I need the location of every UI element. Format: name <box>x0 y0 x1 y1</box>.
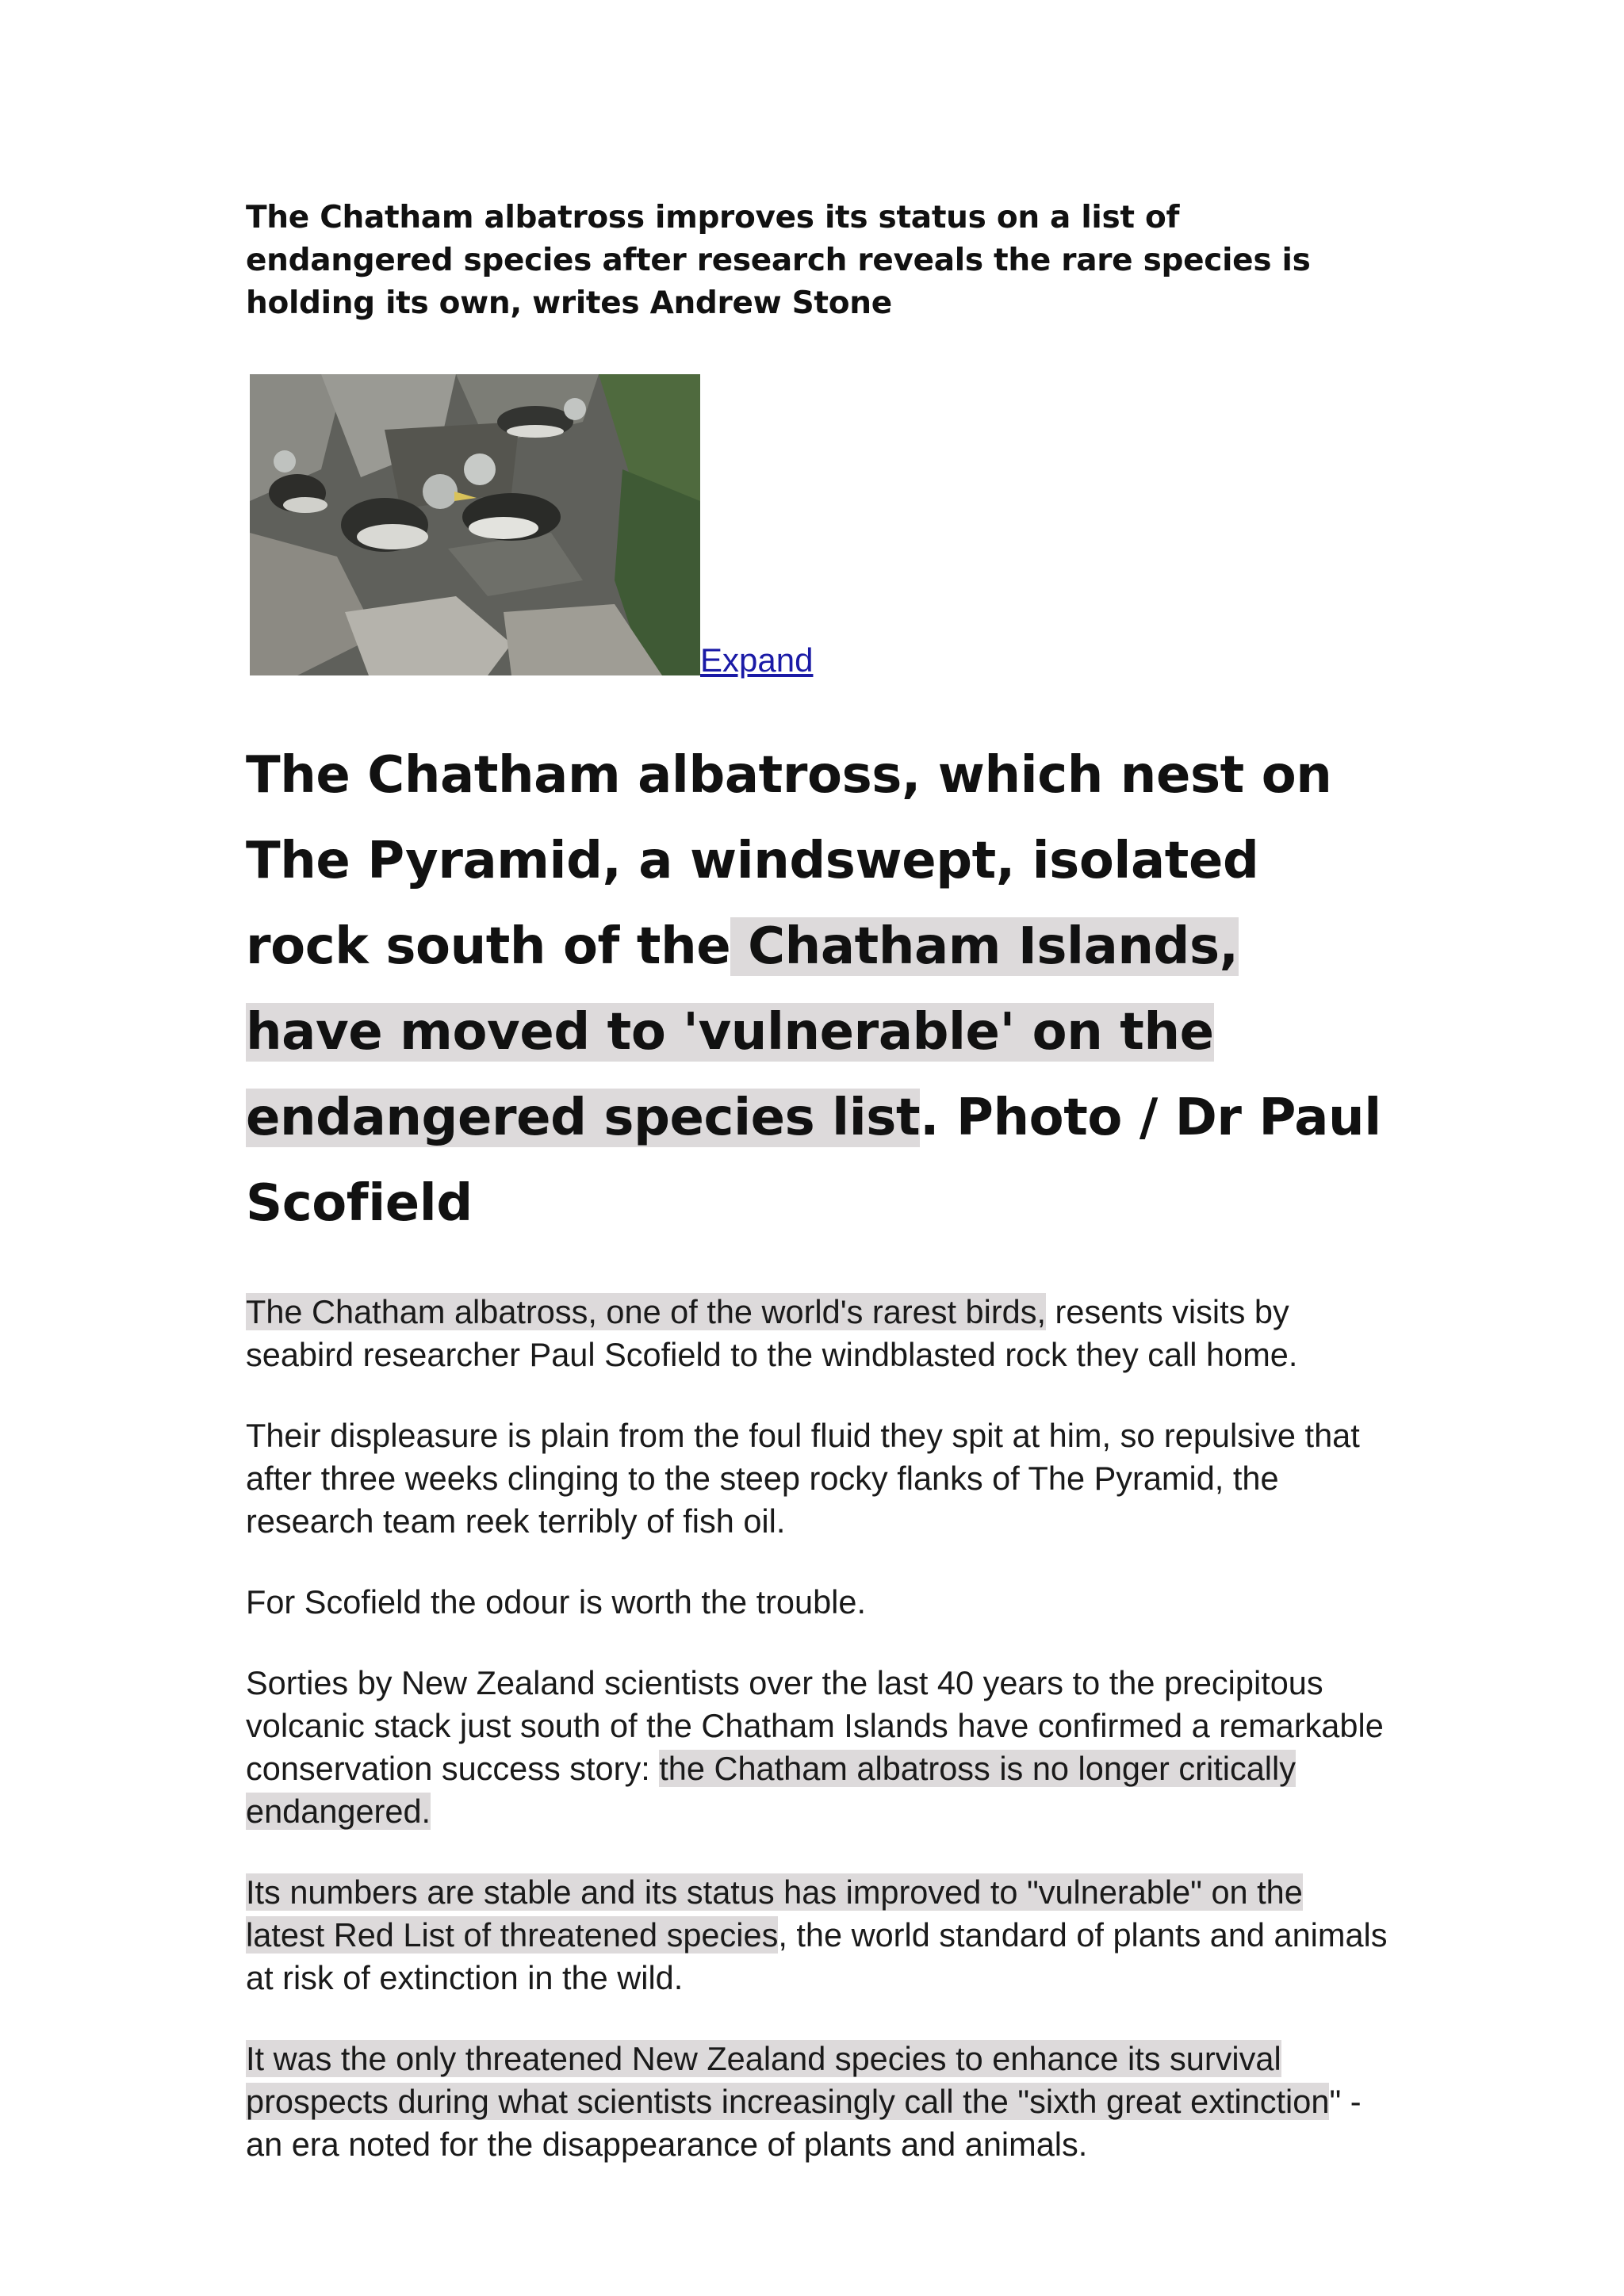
paragraph-1-text: resents visits by seabird researcher Paul Scofield to the windblasted rock they call home. <box>246 1293 1298 1373</box>
paragraph-5-text: , the world standard of plants and animals at risk of extinction in the wild. <box>246 1916 1388 1996</box>
article-body <box>246 1291 1388 2166</box>
albatross-photo[interactable] <box>250 374 700 675</box>
paragraph-1-highlight: The Chatham albatross, one of the world's rarest birds, <box>246 1293 1047 1330</box>
caption-highlight: Chatham Islands, have moved to 'vulnerable' on the endangered species list <box>246 917 1239 1147</box>
paragraph-3: For Scofield the odour is worth the trouble. <box>246 1583 866 1621</box>
paragraph-5-highlight: Its numbers are stable and its status has improved to "vulnerable" on the latest Red List of threatened species <box>246 1873 1303 1954</box>
article-intro: The Chatham albatross improves its status on a list of endangered species after research reveals the rare species is holding its own, writes Andrew Stone <box>246 200 1311 321</box>
paragraph-1 <box>246 1291 1388 1376</box>
caption-text: The Chatham albatross, which nest on The Pyramid, a windswept, isolated rock south of the <box>246 746 1332 976</box>
albatross-image <box>250 374 700 675</box>
photo-caption <box>246 733 1388 1246</box>
paragraph-4-highlight: the Chatham albatross is no longer critically endangered. <box>246 1750 1296 1830</box>
caption-credit: . Photo / Dr Paul Scofield <box>246 1089 1381 1233</box>
photo-row <box>246 374 1388 701</box>
paragraph-6-highlight: It was the only threatened New Zealand species to enhance its survival prospects during what scientists increasingly call the "sixth great extinction <box>246 2040 1330 2120</box>
paragraph-5 <box>246 1871 1388 1999</box>
paragraph-4 <box>246 1662 1388 1833</box>
article <box>246 197 1388 2166</box>
paragraph-6 <box>246 2038 1388 2166</box>
paragraph-6-text: " - an era noted for the disappearance of plants and animals. <box>246 2083 1362 2163</box>
paragraph-2: Their displeasure is plain from the foul fluid they spit at him, so repulsive that after three weeks clinging to the steep rocky flanks of The Pyramid, the research team reek terribly of fish oil. <box>246 1417 1360 1540</box>
expand-link[interactable]: Expand <box>700 641 814 679</box>
paragraph-4-text: Sorties by New Zealand scientists over the last 40 years to the precipitous volcanic stack just south of the Chatham Islands have confirmed a remarkable conservation success story: <box>246 1664 1384 1787</box>
